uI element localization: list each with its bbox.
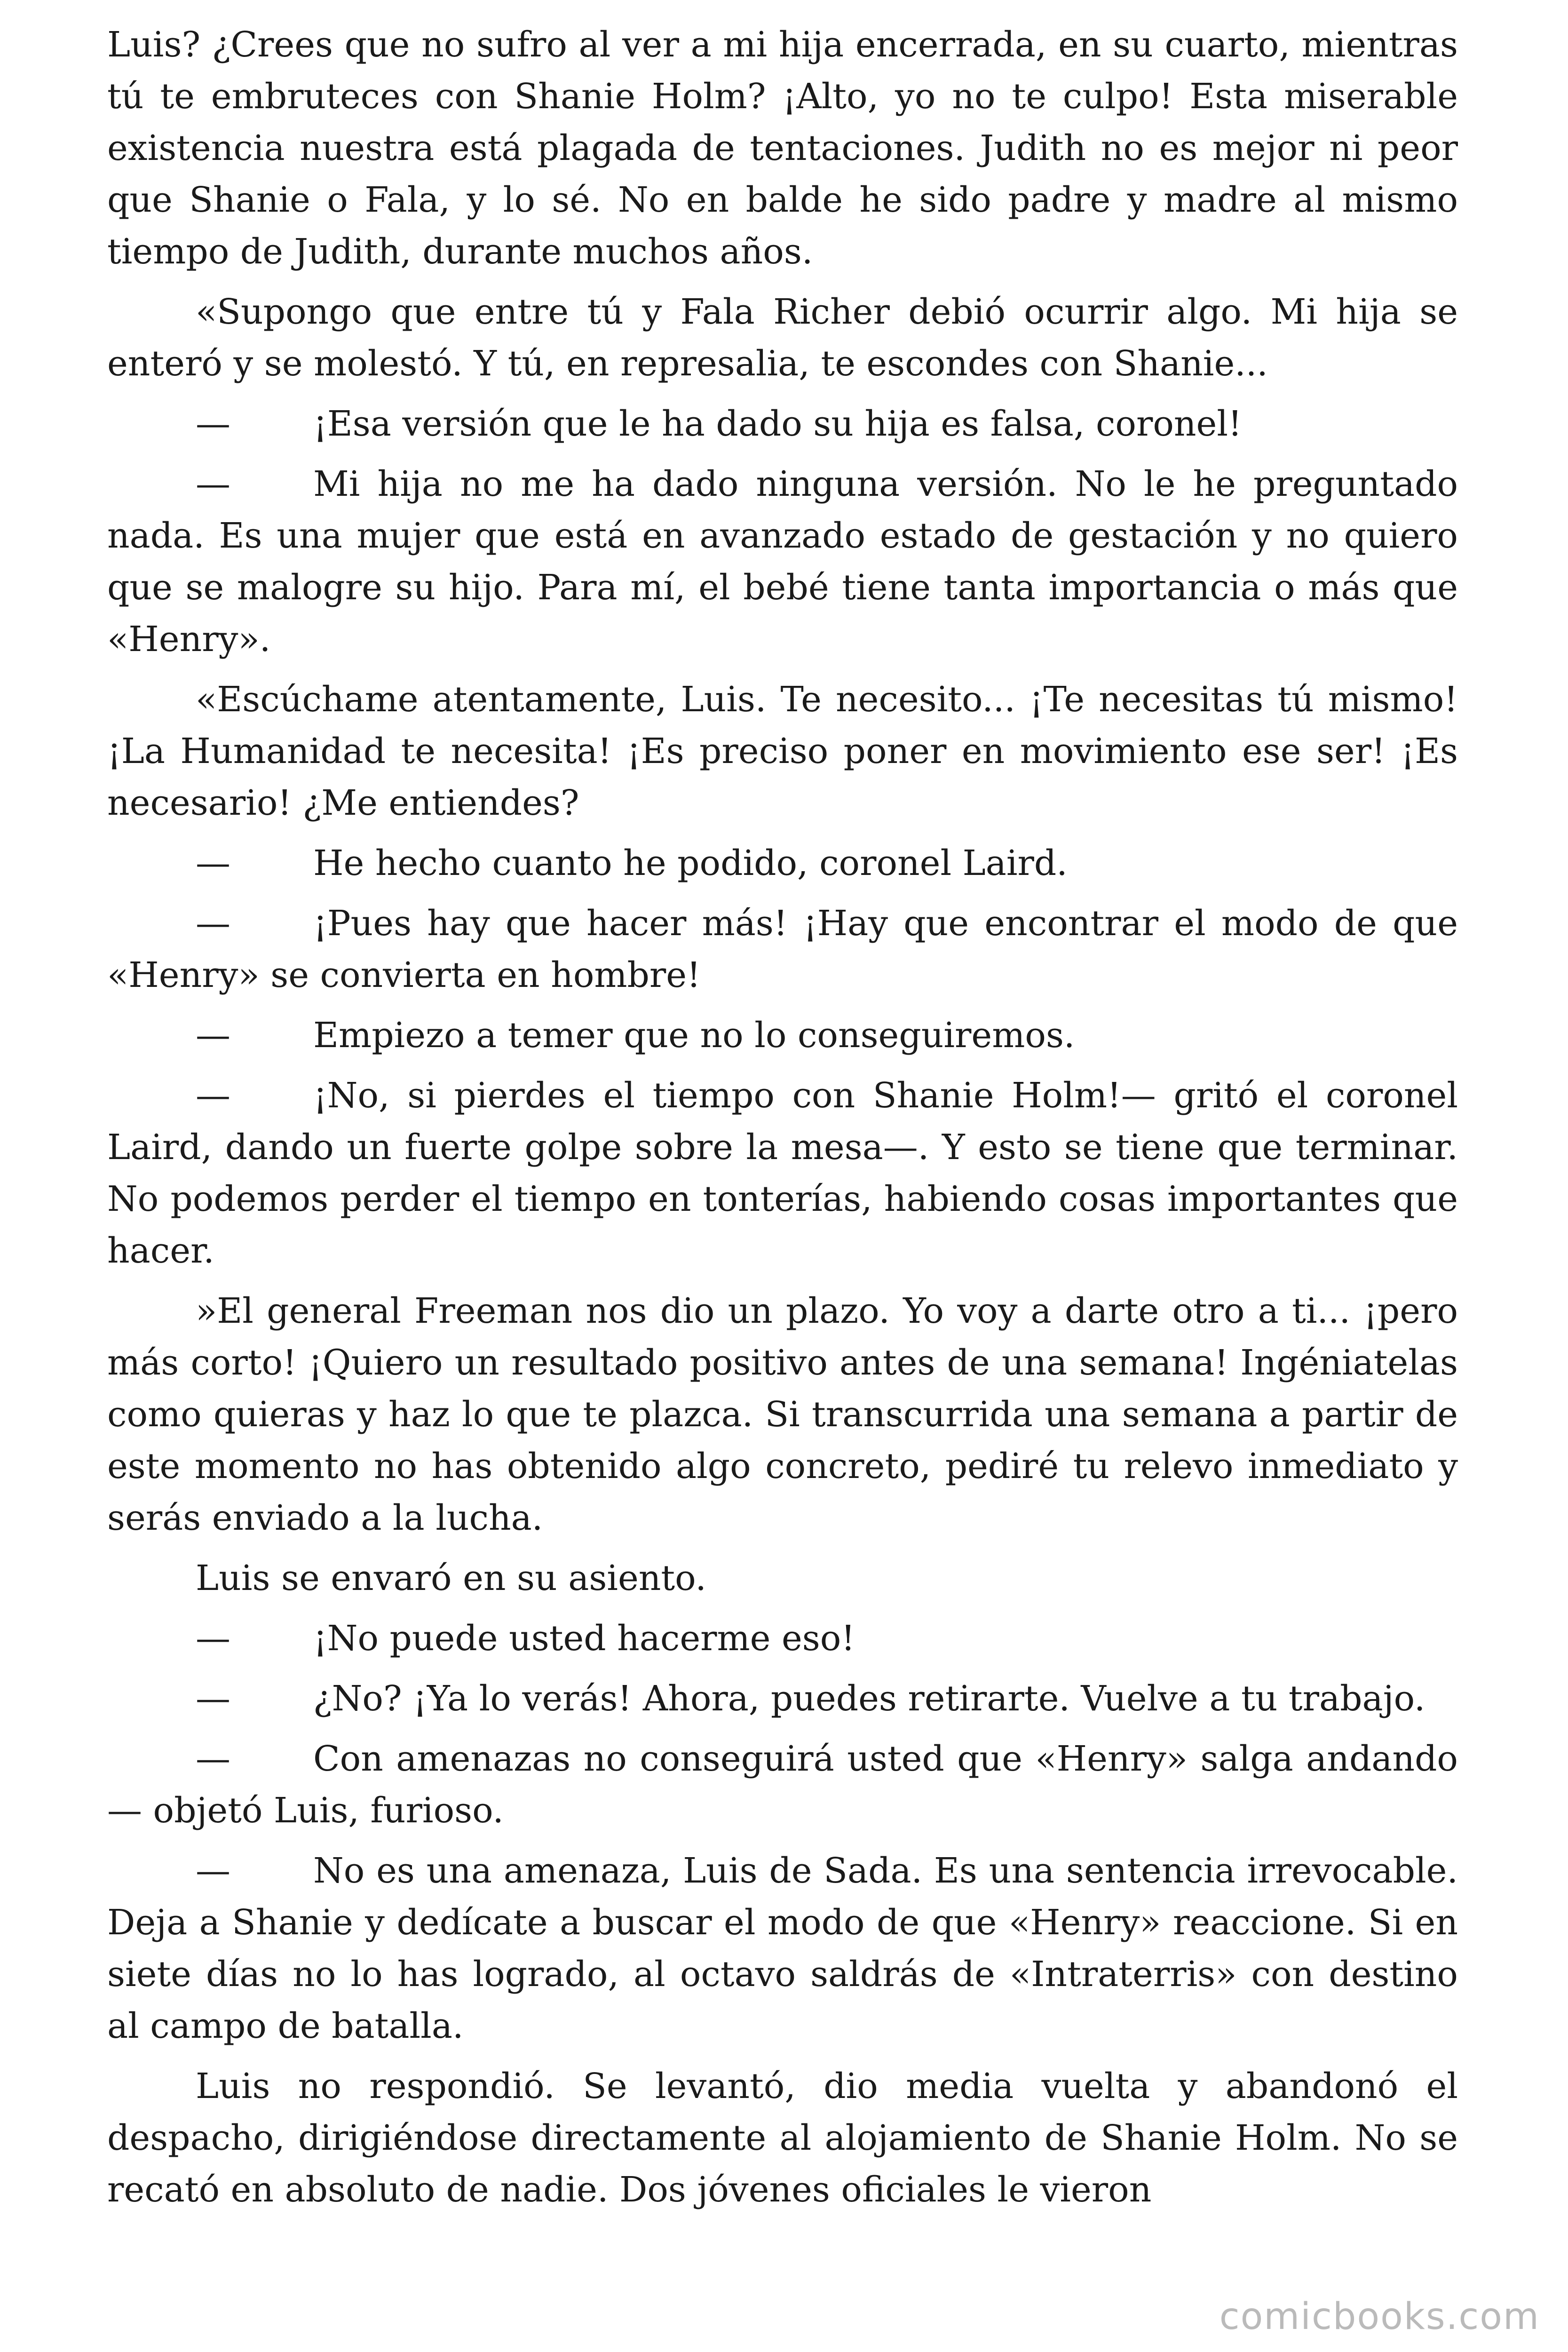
em-dash: — <box>196 903 230 944</box>
em-dash: — <box>196 404 230 444</box>
em-dash: — <box>196 1075 230 1116</box>
dialog-line <box>107 1009 1458 1061</box>
dialog-line <box>107 837 1458 889</box>
book-page <box>107 19 1458 2224</box>
paragraph: Luis se envaró en su asiento. <box>196 1558 706 1598</box>
em-dash: — <box>196 1618 230 1659</box>
dialog-text: He hecho cuanto he podido, coronel Laird. <box>313 843 1068 883</box>
em-dash: — <box>196 843 230 883</box>
dialog-line <box>107 1733 1458 1836</box>
dialog-text: No es una amenaza, Luis de Sada. Es una sentencia irrevocable. Deja a Shanie y dedícate a buscar el modo de que «Henry» reaccione. Si en siete días no lo has logrado, al octavo saldrás de «Intraterris» con destino al campo de batalla. <box>107 1851 1458 2046</box>
dialog-line <box>107 1673 1458 1724</box>
dialog-line <box>107 1613 1458 1664</box>
paragraph: »El general Freeman nos dio un plazo. Yo voy a darte otro a ti... ¡pero más corto! ¡Quiero un resultado positivo antes de una semana! Ingéniatelas como quieras y haz lo que te plazca. Si transcurrida una semana a partir de este momento no has obtenido algo concreto, pediré tu relevo inmediato y serás enviado a la lucha. <box>107 1291 1458 1538</box>
paragraph: Luis no respondió. Se levantó, dio media vuelta y abandonó el despacho, dirigiéndose directamente al alojamiento de Shanie Holm. No se recató en absoluto de nadie. Dos jóvenes oficiales le vieron <box>107 2066 1458 2210</box>
dialog-line <box>107 1845 1458 2052</box>
dialog-text: Mi hija no me ha dado ninguna versión. No le he preguntado nada. Es una mujer que está en avanzado estado de gestación y no quiero que se malogre su hijo. Para mí, el bebé tiene tanta importancia o más que «Henry». <box>107 464 1458 660</box>
dialog-text: Empiezo a temer que no lo conseguiremos. <box>313 1015 1075 1056</box>
dialog-line <box>107 398 1458 450</box>
em-dash: — <box>196 1678 230 1719</box>
em-dash: — <box>196 1739 230 1779</box>
dialog-text: Con amenazas no conseguirá usted que «Henry» salga andando — objetó Luis, furioso. <box>107 1739 1458 1831</box>
em-dash: — <box>196 1015 230 1056</box>
dialog-line <box>107 458 1458 665</box>
dialog-text: ¿No? ¡Ya lo verás! Ahora, puedes retirarte. Vuelve a tu trabajo. <box>313 1678 1425 1719</box>
dialog-text: ¡Esa versión que le ha dado su hija es falsa, coronel! <box>313 404 1242 444</box>
dialog-line <box>107 898 1458 1001</box>
dialog-text: ¡No, si pierdes el tiempo con Shanie Holm!— gritó el coronel Laird, dando un fuerte golpe sobre la mesa—. Y esto se tiene que terminar. No podemos perder el tiempo en tonterías, habiendo cosas importantes que hacer. <box>107 1075 1458 1271</box>
paragraph: Luis? ¿Crees que no sufro al ver a mi hija encerrada, en su cuarto, mientras tú te embruteces con Shanie Holm? ¡Alto, yo no te culpo! Esta miserable existencia nuestra está plagada de tentaciones. Judith no es mejor ni peor que Shanie o Fala, y lo sé. No en balde he sido padre y madre al mismo tiempo de Judith, durante muchos años. <box>107 24 1458 272</box>
dialog-line <box>107 1070 1458 1277</box>
paragraph: «Supongo que entre tú y Fala Richer debió ocurrir algo. Mi hija se enteró y se molestó. Y tú, en represalia, te escondes con Shanie... <box>107 292 1458 384</box>
dialog-text: ¡Pues hay que hacer más! ¡Hay que encontrar el modo de que «Henry» se convierta en hombre! <box>107 903 1458 995</box>
dialog-text: ¡No puede usted hacerme eso! <box>313 1618 855 1659</box>
paragraph: «Escúchame atentamente, Luis. Te necesito... ¡Te necesitas tú mismo! ¡La Humanidad te necesita! ¡Es preciso poner en movimiento ese ser! ¡Es necesario! ¿Me entiendes? <box>107 679 1458 823</box>
em-dash: — <box>196 464 230 504</box>
em-dash: — <box>196 1851 230 1891</box>
watermark: comicbooks.com <box>1219 2296 1540 2338</box>
